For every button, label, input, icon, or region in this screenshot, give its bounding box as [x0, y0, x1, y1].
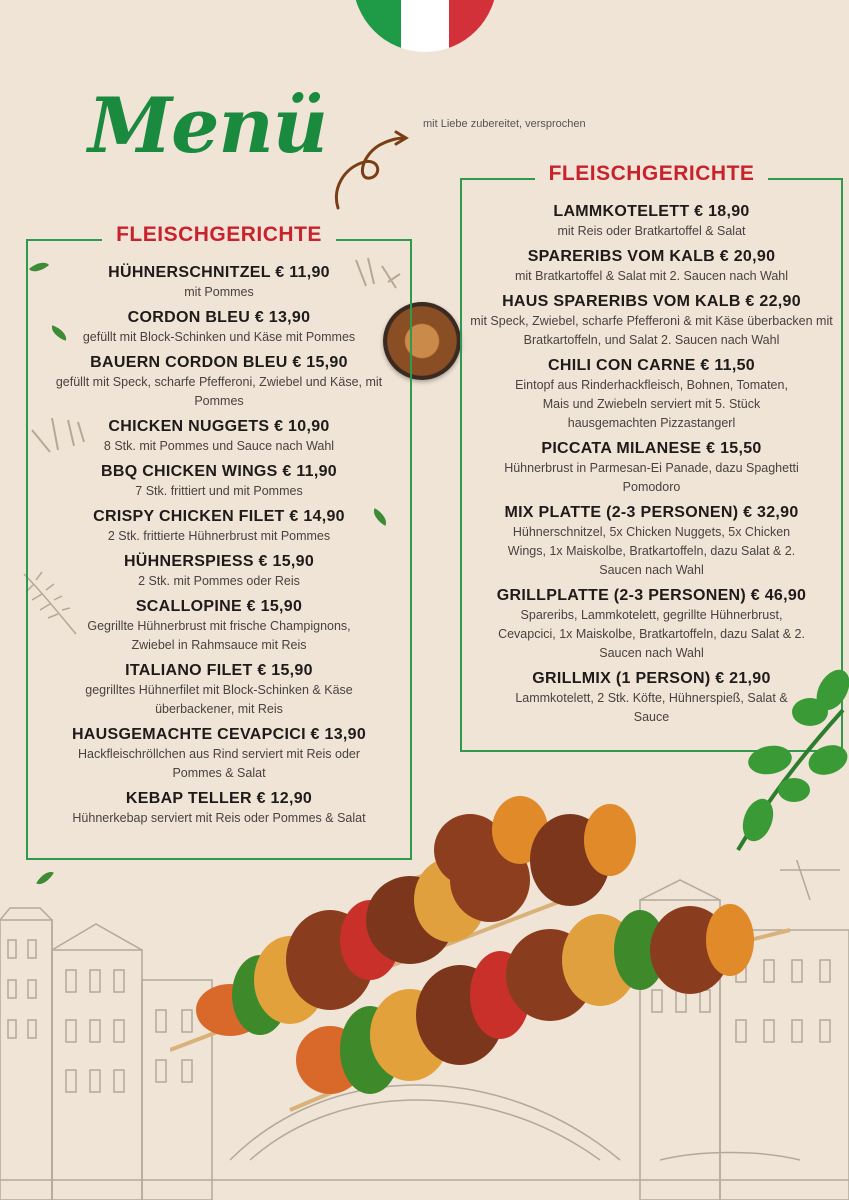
menu-item-description: Eintopf aus Rinderhackfleisch, Bohnen, Tomaten, Mais und Zwiebeln serviert mit 5. Stück hausgemachten Pizzastangerl [515, 378, 788, 430]
tagline: mit Liebe zubereitet, versprochen [423, 118, 586, 130]
menu-item-description: mit Pommes [184, 285, 254, 299]
menu-item-name: GRILLMIX (1 PERSON) € 21,90 [532, 670, 771, 687]
menu-item [462, 202, 841, 241]
menu-item-description: Hühnerschnitzel, 5x Chicken Nuggets, 5x Chicken Wings, 1x Maiskolbe, Bratkartoffeln, dazu Salat & 2. Saucen nach Wahl [507, 525, 796, 577]
menu-item-description: Gegrillte Hühnerbrust mit frische Champignons, Zwiebel in Rahmsauce mit Reis [87, 619, 351, 652]
menu-item-name: SCALLOPINE € 15,90 [135, 598, 303, 615]
menu-item-name: GRILLPLATTE (2-3 PERSONEN) € 46,90 [496, 587, 807, 604]
menu-item-description: 2 Stk. mit Pommes oder Reis [138, 574, 300, 588]
menu-item-description: Hackfleischröllchen aus Rind serviert mit Reis oder Pommes & Salat [77, 747, 361, 780]
section-heading: FLEISCHGERICHTE [102, 223, 336, 246]
menu-item-name: HAUS SPARERIBS VOM KALB € 22,90 [502, 293, 801, 310]
menu-item [462, 292, 841, 350]
menu-item-name: BAUERN CORDON BLEU € 15,90 [90, 354, 348, 371]
menu-item-description: 2 Stk. frittierte Hühnerbrust mit Pommes [107, 529, 331, 543]
menu-item-list [28, 263, 410, 834]
menu-item [28, 725, 410, 783]
menu-item [462, 503, 841, 580]
menu-item [28, 308, 410, 347]
page-title: Menü [88, 81, 327, 170]
menu-item-name: SPARERIBS VOM KALB € 20,90 [527, 248, 776, 265]
menu-item-name: LAMMKOTELETT € 18,90 [553, 203, 750, 220]
menu-item-description: mit Reis oder Bratkartoffel & Salat [557, 224, 746, 238]
menu-item [462, 356, 841, 433]
menu-item-name: CORDON BLEU € 13,90 [127, 309, 311, 326]
menu-section-left [26, 223, 412, 860]
menu-item-description: 7 Stk. frittiert und mit Pommes [135, 484, 303, 498]
menu-item [462, 247, 841, 286]
menu-item-description: mit Speck, Zwiebel, scharfe Pfefferoni & mit Käse überbacken mit Bratkartoffeln, und Salat 2. Saucen nach Wahl [470, 314, 833, 347]
menu-item-description: gefüllt mit Block-Schinken und Käse mit Pommes [82, 330, 356, 344]
menu-item-name: CHICKEN NUGGETS € 10,90 [108, 418, 330, 435]
curly-arrow-icon [330, 128, 410, 213]
italian-flag-icon [353, 0, 497, 52]
menu-item-name: HAUSGEMACHTE CEVAPCICI € 13,90 [71, 726, 367, 743]
menu-item-description: Hühnerkebap serviert mit Reis oder Pommes & Salat [72, 811, 366, 825]
menu-item-description: Spareribs, Lammkotelett, gegrillte Hühnerbrust, Cevapcici, 1x Maiskolbe, Bratkartoffeln, dazu Salat & 2. Saucen nach Wahl [498, 608, 805, 660]
menu-item [28, 661, 410, 719]
menu-item-description: 8 Stk. mit Pommes und Sauce nach Wahl [103, 439, 335, 453]
menu-item-name: KEBAP TELLER € 12,90 [125, 790, 313, 807]
menu-item-description: gegrilltes Hühnerfilet mit Block-Schinken & Käse überbackener, mit Reis [85, 683, 353, 716]
menu-item-name: HÜHNERSPIESS € 15,90 [123, 553, 315, 570]
section-heading: FLEISCHGERICHTE [535, 162, 769, 185]
menu-item [462, 439, 841, 497]
menu-item-name: CHILI CON CARNE € 11,50 [548, 357, 755, 374]
menu-item-name: BBQ CHICKEN WINGS € 11,90 [101, 463, 337, 480]
menu-item-name: PICCATA MILANESE € 15,50 [541, 440, 762, 457]
menu-item-description: gefüllt mit Speck, scharfe Pfefferoni, Zwiebel und Käse, mit Pommes [55, 375, 383, 408]
menu-item [28, 462, 410, 501]
menu-item-name: MIX PLATTE (2-3 PERSONEN) € 32,90 [504, 504, 799, 521]
menu-item-name: HÜHNERSCHNITZEL € 11,90 [108, 264, 330, 281]
menu-item-description: mit Bratkartoffel & Salat mit 2. Saucen nach Wahl [514, 269, 789, 283]
menu-item-name: CRISPY CHICKEN FILET € 14,90 [93, 508, 345, 525]
menu-item [28, 353, 410, 411]
menu-item [28, 552, 410, 591]
menu-item [28, 597, 410, 655]
menu-item [28, 263, 410, 302]
menu-item [28, 507, 410, 546]
menu-item-description: Hühnerbrust in Parmesan-Ei Panade, dazu Spaghetti Pomodoro [504, 461, 799, 494]
menu-item [28, 417, 410, 456]
menu-item-description: Lammkotelett, 2 Stk. Köfte, Hühnerspieß, Salat & Sauce [515, 691, 788, 724]
chicken-skewers-image [170, 780, 810, 1140]
menu-item-name: ITALIANO FILET € 15,90 [125, 662, 313, 679]
